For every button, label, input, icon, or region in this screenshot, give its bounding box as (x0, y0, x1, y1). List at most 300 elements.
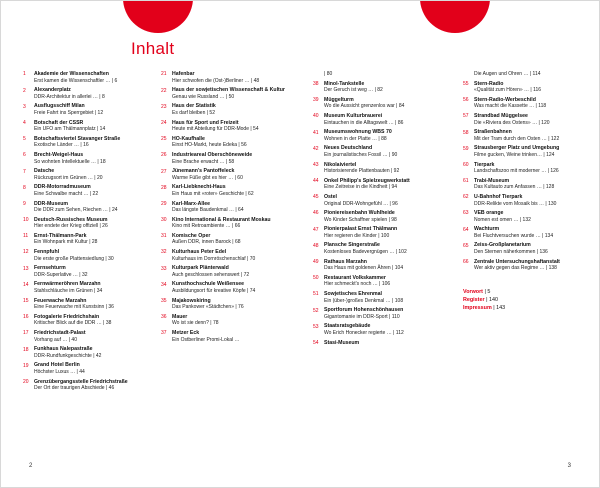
toc-entry-subtitle: Das Pankower «Städtchen» | 76 (172, 304, 244, 311)
toc-entry[interactable] (23, 298, 159, 311)
toc-entry[interactable] (313, 129, 449, 142)
toc-column-1 (23, 71, 159, 395)
toc-entry-subtitle: Eine Zeitreise in die Kindheit | 94 (324, 184, 398, 191)
toc-entry-number: 34 (161, 281, 167, 288)
toc-entry-body (474, 81, 599, 94)
toc-entry-subtitle: Das Haus mit goldenen Ähren | 104 (324, 265, 404, 272)
toc-entry-number: 15 (23, 298, 29, 305)
backmatter-item[interactable] (463, 288, 599, 296)
toc-entry-title: HO-Kaufhalle (172, 135, 205, 142)
toc-entry-title: Kulturhaus Peter Edel (172, 249, 227, 256)
toc-column-4 (463, 71, 599, 312)
toc-entry[interactable] (463, 162, 599, 175)
toc-entry-body (474, 194, 599, 207)
toc-entry-subtitle: Kulturhaus im Dornröschenschlaf | 70 (172, 255, 256, 262)
toc-entry[interactable] (463, 113, 599, 126)
toc-entry-number: 24 (161, 119, 167, 126)
toc-entry-body (324, 81, 449, 94)
toc-entry-body (324, 145, 449, 158)
toc-entry-body (324, 162, 449, 175)
toc-entry-body (324, 340, 449, 347)
toc-entry-body (172, 120, 297, 133)
toc-entry-title: Haus für Sport und Freizeit (172, 119, 239, 126)
toc-entry[interactable] (161, 201, 297, 214)
toc-entry-subtitle: Höchster Luxus … | 44 (34, 368, 85, 375)
toc-entry-number: 14 (23, 281, 29, 288)
toc-entry-number: 4 (23, 119, 26, 126)
toc-entry-number: 31 (161, 233, 167, 240)
toc-entry-number: 47 (313, 226, 319, 233)
toc-entry-subtitle: Außen DDR, innen Barock | 68 (172, 239, 241, 246)
toc-entry-body (34, 152, 159, 165)
toc-entry[interactable] (313, 226, 449, 239)
toc-entry-body (172, 71, 297, 84)
toc-entry-body (324, 275, 449, 288)
toc-entry-number: 13 (23, 265, 29, 272)
toc-entry-body (34, 298, 159, 311)
toc-entry-subtitle: Rückzugsort im Grünen … | 20 (34, 174, 103, 181)
toc-entry-number: 50 (313, 275, 319, 282)
toc-entry[interactable] (23, 379, 159, 392)
toc-entry-number: 18 (23, 346, 29, 353)
toc-entry-title: Deutsch-Russisches Museum (34, 216, 108, 223)
toc-entry-body (172, 265, 297, 278)
toc-entry-body (34, 136, 159, 149)
toc-entry-number: 40 (313, 113, 319, 120)
toc-entry-number: 25 (161, 136, 167, 143)
toc-entry-title: DDR-Museum (34, 200, 69, 207)
toc-entry-subtitle: Wo Kinder Schaffner spielen | 98 (324, 216, 397, 223)
toc-entry-body (34, 120, 159, 133)
toc-entry-number: 7 (23, 168, 26, 175)
toc-entry-title: Kulturpark Plänterwald (172, 265, 229, 272)
toc-entry-body (34, 168, 159, 181)
toc-entry[interactable] (23, 120, 159, 133)
toc-entry[interactable] (23, 362, 159, 375)
toc-entry-title: Stern-Radio (474, 80, 504, 87)
toc-entry-subtitle: Erst kamen die Wissenschaftler … | 6 (34, 77, 118, 84)
toc-entry-subtitle: Eintauchen in die Alltagswelt … | 86 (324, 119, 404, 126)
toc-entry-subtitle: Exotische Länder … | 16 (34, 142, 89, 149)
toc-entry-number: 9 (23, 200, 26, 207)
decorative-circle-right (420, 0, 490, 33)
toc-entry-title: Funkhaus Nalepastraße (34, 346, 93, 353)
toc-entry-number: 27 (161, 168, 167, 175)
toc-entry[interactable] (23, 314, 159, 327)
toc-entry[interactable] (161, 136, 297, 149)
toc-entry-body (34, 362, 159, 375)
toc-entry[interactable] (161, 87, 297, 100)
toc-entry-subtitle: Den Sternen näherkommen | 136 (474, 249, 548, 256)
toc-entry-number: 22 (161, 87, 167, 94)
toc-entry-subtitle: Die «Riviera des Ostens» … | 120 (474, 119, 550, 126)
toc-entry-title: Alexanderplatz (34, 87, 71, 94)
toc-entry[interactable] (313, 162, 449, 175)
toc-entry-title: Botschaft der CSSR (34, 119, 84, 126)
toc-entry-body (324, 194, 449, 207)
backmatter-item[interactable] (463, 296, 599, 304)
toc-entry-subtitle: Original DDR-Wohngefühl … | 96 (324, 200, 398, 207)
toc-entry-subtitle: DDR-Architektur in allerlei … | 8 (34, 93, 105, 100)
toc-entry[interactable] (161, 330, 297, 343)
toc-entry-body (172, 103, 297, 116)
toc-entry-title: Kino International & Restaurant Moskau (172, 216, 271, 223)
toc-entry-subtitle: Ein Ostberliner Promi-Lokal … (172, 336, 240, 343)
toc-entry-title: Restaurant Volkskammer (324, 274, 386, 281)
toc-entry[interactable] (23, 201, 159, 214)
toc-entry-number: 66 (463, 259, 469, 266)
toc-entry-body (324, 129, 449, 142)
toc-entry[interactable] (463, 210, 599, 223)
toc-entry-number: 56 (463, 97, 469, 104)
toc-entry-subtitle: Der Geruch ist weg … | 82 (324, 87, 383, 94)
toc-entry[interactable] (23, 184, 159, 197)
toc-entry-title: Wachturm (474, 226, 500, 233)
toc-entry-title: DDR-Motorradmuseum (34, 184, 91, 191)
toc-entry-title: Fernsehturm (34, 265, 66, 272)
toc-entry-body (172, 217, 297, 230)
toc-entry-title: Fotogalerie Friedrichshain (34, 313, 100, 320)
toc-entry-subtitle: Ein UFO am Thälmannplatz | 14 (34, 126, 106, 133)
toc-entry-body (474, 178, 599, 191)
toc-entry[interactable] (161, 71, 297, 84)
toc-entry[interactable] (161, 103, 297, 116)
toc-entry-number: 28 (161, 184, 167, 191)
toc-entry-subtitle: «Qualität zum Hören» … | 116 (474, 87, 542, 94)
toc-entry[interactable] (313, 275, 449, 288)
toc-entry-number: 53 (313, 323, 319, 330)
toc-entry-title: Karl-Liebknecht-Haus (172, 184, 226, 191)
toc-entry[interactable] (313, 307, 449, 320)
toc-entry-number: 51 (313, 291, 319, 298)
toc-entry-number: 63 (463, 210, 469, 217)
toc-entry-body (172, 184, 297, 197)
toc-entry-title: Tierpark (474, 161, 495, 168)
toc-entry-title: Ernst-Thälmann-Park (34, 232, 87, 239)
toc-entry[interactable] (23, 330, 159, 343)
toc-entry-number: 45 (313, 194, 319, 201)
toc-entry-number: 35 (161, 298, 167, 305)
toc-entry-number: 61 (463, 178, 469, 185)
toc-entry-title: Hafenbar (172, 71, 195, 77)
toc-entry-body (34, 314, 159, 327)
toc-entry-title: Fennpfuhl (34, 249, 60, 256)
toc-entry-title: Ostel (324, 193, 337, 200)
toc-entry-subtitle: DDR-Rundfunkgeschichte | 42 (34, 352, 102, 359)
toc-entry-number: 64 (463, 226, 469, 233)
toc-entry-subtitle: Kino mit Retroambiente … | 66 (172, 223, 241, 230)
toc-entry[interactable] (313, 340, 449, 347)
toc-entry[interactable] (23, 136, 159, 149)
toc-entry[interactable] (463, 81, 599, 94)
toc-entry-subtitle: Wo die Aussicht grenzenlos war | 84 (324, 103, 405, 110)
toc-entry-number: 19 (23, 362, 29, 369)
toc-entry-title: VEB orange (474, 210, 504, 217)
toc-entry-number: 8 (23, 184, 26, 191)
toc-entry[interactable] (313, 259, 449, 272)
toc-entry-number: 23 (161, 103, 167, 110)
toc-entry-body (172, 168, 297, 181)
toc-entry[interactable] (23, 346, 159, 359)
toc-entry[interactable] (161, 314, 297, 327)
toc-entry-body (172, 314, 297, 327)
toc-entry-title: Stern-Radio-Werbeschild (474, 96, 536, 103)
toc-entry[interactable] (161, 249, 297, 262)
toc-entry-number: 5 (23, 136, 26, 143)
toc-entry-body (324, 113, 449, 126)
toc-entry-body (474, 210, 599, 223)
toc-entry-number: 60 (463, 161, 469, 168)
toc-entry[interactable] (313, 291, 449, 304)
toc-entry-title: Zentrale Untersuchungshaftanstalt (474, 258, 560, 265)
toc-entry-title: Rathaus Marzahn (324, 258, 367, 265)
toc-entry-body (172, 87, 297, 100)
toc-entry-subtitle: Bei Fluchtversuchen wurde … | 134 (474, 232, 554, 239)
toc-entry-title: Akademie der Wissenschaften (34, 71, 109, 77)
toc-entry-body (172, 233, 297, 246)
toc-entry-number: 44 (313, 178, 319, 185)
toc-entry-body (34, 346, 159, 359)
backmatter-label: Impressum (463, 305, 492, 312)
toc-entry[interactable] (463, 259, 599, 272)
toc-entry[interactable] (23, 265, 159, 278)
toc-entry-title: Haus der sowjetischen Wissenschaft & Kultur (172, 87, 285, 94)
toc-entry-subtitle: Heute mit Abteilung für DDR-Mode | 54 (172, 126, 259, 133)
toc-entry-title: Onkel Philipp's Spielzeugwerkstatt (324, 177, 410, 184)
toc-entry-subtitle: Die erste große Plattensiedlung | 30 (34, 255, 114, 262)
toc-entry-body (474, 113, 599, 126)
toc-entry[interactable] (23, 281, 159, 294)
toc-entry[interactable] (463, 129, 599, 142)
toc-entry-body (474, 226, 599, 239)
toc-entry[interactable] (463, 145, 599, 158)
toc-entry[interactable] (313, 145, 449, 158)
toc-entry-title: Haus der Statistik (172, 103, 216, 110)
toc-entry-number: 12 (23, 249, 29, 256)
toc-entry-title: Staatsratsgebäude (324, 323, 371, 330)
toc-entry-number: 55 (463, 80, 469, 87)
toc-entry[interactable] (313, 81, 449, 94)
toc-column-2 (161, 71, 297, 346)
toc-entry-body (34, 265, 159, 278)
toc-entry[interactable] (161, 120, 297, 133)
toc-entry[interactable] (23, 71, 159, 84)
toc-entry-subtitle: Genau wie Russland … | 50 (172, 93, 235, 100)
toc-entry[interactable] (23, 152, 159, 165)
toc-entry-number: 36 (161, 314, 167, 321)
toc-entry-subtitle: Warme Füße gibt es hier … | 60 (172, 174, 243, 181)
toc-entry[interactable] (313, 194, 449, 207)
toc-entry-title: Majakowskiring (172, 297, 211, 304)
toc-entry-subtitle: Freie Fahrt ins Sperrgebiet | 12 (34, 109, 104, 116)
toc-entry-subtitle: DDR-Relikte vom Mosaik bis … | 130 (474, 200, 557, 207)
toc-entry-number: 10 (23, 217, 29, 224)
toc-entry[interactable] (463, 242, 599, 255)
backmatter-item[interactable] (463, 304, 599, 312)
toc-entry-title: U-Bahnhof Tierpark (474, 193, 523, 200)
toc-entry[interactable] (463, 97, 599, 110)
toc-entry-number: 62 (463, 194, 469, 201)
toc-entry-body (34, 379, 159, 392)
toc-entry[interactable] (161, 168, 297, 181)
toc-entry-title: Trabi-Museum (474, 177, 510, 184)
toc-entry-subtitle: Ein journalistisches Fossil … | 90 (324, 151, 398, 158)
toc-entry-title: Straßenbahnen (474, 129, 512, 136)
toc-entry[interactable] (161, 217, 297, 230)
toc-entry-title: Karl-Marx-Allee (172, 200, 211, 207)
toc-entry-title: Kunsthochschule Weißensee (172, 281, 244, 288)
toc-entry-title: Grenzübergangsstelle Friedrichstraße (34, 378, 128, 385)
toc-entry-subtitle: Ausbildungsort für kreative Köpfe | 74 (172, 288, 256, 295)
toc-entry-subtitle: Es darf bleiben | 52 (172, 109, 215, 116)
toc-entry[interactable] (313, 242, 449, 255)
decorative-circle-left (123, 0, 193, 33)
toc-entry-subtitle: Vorhang auf … | 40 (34, 336, 77, 343)
toc-entry-subtitle: Das längste Baudenkmal … | 64 (172, 207, 244, 214)
toc-entry-body (474, 162, 599, 175)
toc-entry-body (324, 226, 449, 239)
toc-entry-title: Nikolaiviertel (324, 161, 357, 168)
toc-entry-title: Ausflugsschiff Milan (34, 103, 85, 110)
toc-columns (1, 71, 600, 451)
toc-entry-number: 26 (161, 152, 167, 159)
toc-entry[interactable] (23, 233, 159, 246)
toc-entry-subtitle: Landschaftszoo mit moderner … | 126 (474, 168, 559, 175)
toc-entry-number: 1 (23, 71, 26, 78)
toc-entry-number: 49 (313, 259, 319, 266)
toc-entry[interactable] (23, 168, 159, 181)
toc-entry-body (324, 97, 449, 110)
toc-entry[interactable] (161, 184, 297, 197)
toc-entry-number: 38 (313, 80, 319, 87)
toc-entry-body (172, 201, 297, 214)
toc-entry-number: 54 (313, 339, 319, 346)
toc-entry[interactable] (313, 178, 449, 191)
toc-entry-body (474, 129, 599, 142)
toc-entry-subtitle: Einst HO-Markt, heute Edeka | 56 (172, 142, 247, 149)
toc-entry[interactable] (313, 323, 449, 336)
toc-entry-number: 42 (313, 145, 319, 152)
toc-entry-body (172, 330, 297, 343)
toc-entry-subtitle: Hier schwofen die (Ost-)Berliner … | 48 (172, 77, 260, 84)
toc-entry-subtitle: Wohnen in der Platte … | 88 (324, 135, 387, 142)
toc-entry-subtitle: Eine Feuerwache mit Kunstsinn | 36 (34, 304, 114, 311)
toc-entry[interactable] (23, 217, 159, 230)
toc-entry[interactable] (161, 281, 297, 294)
toc-entry-body (474, 242, 599, 255)
toc-entry-body (34, 201, 159, 214)
toc-entry[interactable] (23, 103, 159, 116)
backmatter-list (463, 288, 599, 313)
toc-entry-title: Grand Hotel Berlin (34, 362, 80, 369)
toc-entry-number: 11 (23, 233, 29, 240)
toc-entry-number: 59 (463, 145, 469, 152)
toc-entry-number: 48 (313, 242, 319, 249)
toc-entry[interactable] (161, 152, 297, 165)
toc-entry-body (34, 330, 159, 343)
toc-entry[interactable] (161, 298, 297, 311)
toc-entry-title: Strandbad Müggelsee (474, 112, 528, 119)
toc-entry-number: 20 (23, 378, 29, 385)
toc-entry-title: Museumswohnung WBS 70 (324, 129, 392, 136)
toc-entry-number: 39 (313, 97, 319, 104)
toc-entry[interactable] (463, 226, 599, 239)
toc-entry[interactable] (23, 87, 159, 100)
toc-entry-title: Mauer (172, 313, 188, 320)
toc-entry-body (172, 298, 297, 311)
toc-entry-subtitle: Ein (über-)großes Denkmal … | 108 (324, 297, 404, 304)
toc-entry-body (324, 323, 449, 336)
toc-entry-body (34, 249, 159, 262)
page-title: Inhalt (131, 39, 175, 58)
toc-entry-body (172, 136, 297, 149)
toc-entry-body (172, 249, 297, 262)
toc-entry-title: Neues Deutschland (324, 145, 373, 152)
toc-entry-subtitle: Ein Wohnpark mit Kultur | 28 (34, 239, 98, 246)
toc-entry-number: 37 (161, 330, 167, 337)
toc-entry-subtitle: Was macht die Kassette … | 118 (474, 103, 547, 110)
toc-entry-number: 52 (313, 307, 319, 314)
toc-entry-title: Minol-Tankstelle (324, 80, 365, 87)
backmatter-label: Vorwort (463, 288, 483, 295)
toc-entry-subtitle: Nomen est omen … | 132 (474, 216, 531, 223)
toc-entry[interactable] (313, 210, 449, 223)
toc-entry-number: 30 (161, 217, 167, 224)
toc-entry[interactable] (313, 97, 449, 110)
backmatter-page: | 143 (491, 305, 506, 312)
toc-entry-number: 43 (313, 161, 319, 168)
toc-entry-subtitle: DDR-Superlative … | 32 (34, 271, 88, 278)
toc-entry-body (34, 217, 159, 230)
toc-entry-subtitle: Kritischer Blick auf die DDR … | 38 (34, 320, 112, 327)
toc-entry[interactable] (463, 178, 599, 191)
toc-entry-number: 3 (23, 103, 26, 110)
toc-entry-title: Industrieareal Oberschöneweide (172, 151, 253, 158)
toc-entry-body (474, 259, 599, 272)
toc-entry-body (34, 281, 159, 294)
toc-entry-body (34, 71, 159, 84)
toc-entry-title: Pionierpalast Ernst Thälmann (324, 226, 398, 233)
toc-entry-title: Botschaftsviertel Stavanger Straße (34, 135, 121, 142)
toc-entry-number: 57 (463, 113, 469, 120)
toc-entry-number: 21 (161, 71, 167, 78)
toc-entry-body (324, 242, 449, 255)
toc-entry-title: Sowjetisches Ehrenmal (324, 291, 382, 298)
toc-entry-title: Strausberger Platz und Umgebung (474, 145, 560, 152)
toc-entry-number: 58 (463, 129, 469, 136)
toc-entry-subtitle: Gigantomanie im DDR-Sport | 110 (324, 313, 400, 320)
toc-entry-subtitle: Mit der Tram durch den Osten … | 122 (474, 135, 560, 142)
toc-entry-body (172, 152, 297, 165)
toc-entry-number: 41 (313, 129, 319, 136)
toc-entry[interactable] (161, 265, 297, 278)
toc-entry[interactable] (463, 194, 599, 207)
toc-entry-subtitle: Historisierende Plattenbauten | 92 (324, 168, 400, 175)
toc-entry-subtitle: Das Kultauto zum Anfassen … | 128 (474, 184, 555, 191)
folio-left: 2 (29, 463, 33, 469)
toc-entry-body (324, 259, 449, 272)
toc-entry[interactable] (313, 113, 449, 126)
toc-entry[interactable] (23, 249, 159, 262)
toc-entry-number: 2 (23, 87, 26, 94)
toc-entry[interactable] (161, 233, 297, 246)
toc-entry-number: 17 (23, 330, 29, 337)
toc-entry-number: 46 (313, 210, 319, 217)
toc-entry-subtitle: Hier endete der Krieg offiziell | 26 (34, 223, 108, 230)
backmatter-page: | 5 (482, 288, 491, 295)
toc-entry-body (34, 233, 159, 246)
toc-entry-title: Komische Oper (172, 232, 211, 239)
